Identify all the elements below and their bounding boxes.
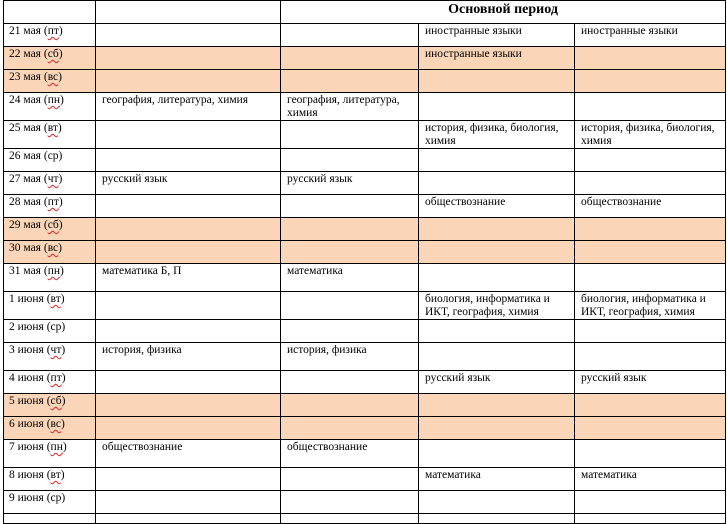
- subject-cell-c2: [281, 468, 419, 491]
- table-header-row: [4, 1, 726, 24]
- weekday-label: пн: [47, 94, 60, 106]
- header-spacer: [96, 1, 281, 24]
- weekday-label: вт: [47, 122, 58, 134]
- table-row: [4, 121, 726, 149]
- subject-cell-c1: [96, 394, 281, 417]
- subject-cell-c1: [96, 47, 281, 70]
- subject-cell-c4: [575, 172, 726, 195]
- subject-cell-c2: [281, 121, 419, 149]
- subject-cell-c4: [575, 241, 726, 264]
- subject-cell-c3: [419, 172, 575, 195]
- date-label: 25 мая: [9, 122, 41, 134]
- date-label: 24 мая: [9, 94, 41, 106]
- table-row: [4, 468, 726, 491]
- subject-cell-c3: [419, 491, 575, 514]
- weekday-label: вс: [47, 71, 59, 83]
- table-row: [4, 440, 726, 468]
- date-cell: 28 мая (пт): [4, 195, 96, 218]
- subject-cell-c3: русский язык: [419, 371, 575, 394]
- subject-cell-c2: [281, 195, 419, 218]
- weekday-label: пт: [50, 372, 62, 384]
- subject-cell-c3: [419, 343, 575, 371]
- date-label: 7 июня: [9, 441, 44, 453]
- weekday-label: вс: [50, 418, 62, 430]
- subject-cell-c1: [96, 468, 281, 491]
- date-label: 26 мая: [9, 150, 41, 162]
- subject-cell-c2: русский язык: [281, 172, 419, 195]
- subject-cell-c3: математика: [419, 468, 575, 491]
- date-label: 27 мая: [9, 173, 41, 185]
- period-title: Основной период: [281, 1, 726, 24]
- subject-cell-c3: [419, 417, 575, 440]
- table-row: [4, 292, 726, 320]
- subject-cell-c3: биология, информатика и ИКТ, география, химия: [419, 292, 575, 320]
- subject-cell-c4: биология, информатика и ИКТ, география, химия: [575, 292, 726, 320]
- table-row: [4, 514, 726, 524]
- date-cell: [4, 514, 96, 524]
- subject-cell-c3: история, физика, биология, химия: [419, 121, 575, 149]
- subject-cell-c4: [575, 149, 726, 172]
- date-label: 31 мая: [9, 265, 41, 277]
- subject-cell-c3: [419, 149, 575, 172]
- date-cell: 8 июня (вт): [4, 468, 96, 491]
- subject-cell-c2: [281, 149, 419, 172]
- weekday-label: пт: [47, 25, 59, 37]
- date-cell: 6 июня (вс): [4, 417, 96, 440]
- date-cell: 23 мая (вс): [4, 70, 96, 93]
- date-cell: 2 июня (ср): [4, 320, 96, 343]
- date-cell: 31 мая (пн): [4, 264, 96, 292]
- date-cell: 21 мая (пт): [4, 24, 96, 47]
- subject-cell-c3: обществознание: [419, 195, 575, 218]
- subject-cell-c4: [575, 440, 726, 468]
- weekday-label: сб: [47, 48, 59, 60]
- table-row: [4, 47, 726, 70]
- date-label: 9 июня: [9, 492, 44, 504]
- table-row: [4, 149, 726, 172]
- subject-cell-c2: [281, 70, 419, 93]
- subject-cell-c3: [419, 320, 575, 343]
- weekday-label: пт: [47, 196, 59, 208]
- date-cell: 9 июня (ср): [4, 491, 96, 514]
- date-cell: 27 мая (чт): [4, 172, 96, 195]
- subject-cell-c4: русский язык: [575, 371, 726, 394]
- subject-cell-c2: [281, 371, 419, 394]
- date-cell: 29 мая (сб): [4, 218, 96, 241]
- subject-cell-c1: [96, 371, 281, 394]
- subject-cell-c2: обществознание: [281, 440, 419, 468]
- subject-cell-c4: история, физика, биология, химия: [575, 121, 726, 149]
- subject-cell-c3: [419, 93, 575, 121]
- subject-cell-c4: [575, 93, 726, 121]
- date-cell: 5 июня (сб): [4, 394, 96, 417]
- subject-cell-c3: [419, 394, 575, 417]
- table-row: [4, 195, 726, 218]
- weekday-label: вс: [47, 242, 59, 254]
- subject-cell-c1: математика Б, П: [96, 264, 281, 292]
- subject-cell-c2: [281, 491, 419, 514]
- date-cell: 1 июня (вт): [4, 292, 96, 320]
- date-cell: 3 июня (чт): [4, 343, 96, 371]
- subject-cell-c4: [575, 394, 726, 417]
- subject-cell-c1: [96, 195, 281, 218]
- table-row: [4, 343, 726, 371]
- weekday-label: чт: [50, 344, 62, 356]
- table-row: [4, 371, 726, 394]
- subject-cell-c2: [281, 394, 419, 417]
- date-label: 28 мая: [9, 196, 41, 208]
- date-cell: 24 мая (пн): [4, 93, 96, 121]
- subject-cell-c3: иностранные языки: [419, 47, 575, 70]
- subject-cell-c1: [96, 241, 281, 264]
- subject-cell-c1: русский язык: [96, 172, 281, 195]
- subject-cell-c4: [575, 218, 726, 241]
- header-spacer: [4, 1, 96, 24]
- subject-cell-c1: [96, 417, 281, 440]
- subject-cell-c4: [575, 264, 726, 292]
- weekday-label: сб: [50, 395, 62, 407]
- subject-cell-c1: [96, 121, 281, 149]
- subject-cell-c1: [96, 149, 281, 172]
- subject-cell-c3: [419, 440, 575, 468]
- subject-cell-c2: [281, 417, 419, 440]
- date-cell: 26 мая (ср): [4, 149, 96, 172]
- subject-cell-c3: иностранные языки: [419, 24, 575, 47]
- subject-cell-c1: [96, 514, 281, 524]
- date-label: 22 мая: [9, 48, 41, 60]
- subject-cell-c3: [419, 241, 575, 264]
- weekday-label: пн: [47, 265, 60, 277]
- weekday-label: ср: [50, 321, 62, 333]
- subject-cell-c3: [419, 218, 575, 241]
- table-row: [4, 417, 726, 440]
- weekday-label: ср: [50, 492, 62, 504]
- date-cell: 30 мая (вс): [4, 241, 96, 264]
- subject-cell-c3: [419, 70, 575, 93]
- table-row: [4, 241, 726, 264]
- table-row: [4, 264, 726, 292]
- table-row: [4, 70, 726, 93]
- date-cell: 25 мая (вт): [4, 121, 96, 149]
- table-row: [4, 491, 726, 514]
- subject-cell-c2: математика: [281, 264, 419, 292]
- subject-cell-c4: [575, 47, 726, 70]
- date-label: 8 июня: [9, 469, 44, 481]
- subject-cell-c4: [575, 343, 726, 371]
- subject-cell-c2: [281, 47, 419, 70]
- subject-cell-c4: [575, 491, 726, 514]
- date-label: 3 июня: [9, 344, 44, 356]
- date-label: 30 мая: [9, 242, 41, 254]
- subject-cell-c1: [96, 292, 281, 320]
- subject-cell-c1: обществознание: [96, 440, 281, 468]
- subject-cell-c2: [281, 292, 419, 320]
- date-cell: 22 мая (сб): [4, 47, 96, 70]
- table-row: [4, 320, 726, 343]
- subject-cell-c4: математика: [575, 468, 726, 491]
- date-label: 21 мая: [9, 25, 41, 37]
- subject-cell-c1: история, физика: [96, 343, 281, 371]
- weekday-label: сб: [47, 219, 59, 231]
- subject-cell-c1: [96, 491, 281, 514]
- subject-cell-c4: [575, 320, 726, 343]
- table-row: [4, 93, 726, 121]
- subject-cell-c4: иностранные языки: [575, 24, 726, 47]
- date-label: 5 июня: [9, 395, 44, 407]
- date-label: 2 июня: [9, 321, 44, 333]
- table-row: [4, 394, 726, 417]
- date-cell: 7 июня (пн): [4, 440, 96, 468]
- date-label: 1 июня: [9, 293, 44, 305]
- subject-cell-c4: [575, 70, 726, 93]
- date-label: 29 мая: [9, 219, 41, 231]
- date-label: 6 июня: [9, 418, 44, 430]
- table-row: [4, 172, 726, 195]
- subject-cell-c2: [281, 320, 419, 343]
- subject-cell-c1: [96, 320, 281, 343]
- exam-schedule-table: [3, 0, 726, 524]
- weekday-label: вт: [50, 469, 61, 481]
- date-cell: 4 июня (пт): [4, 371, 96, 394]
- table-row: [4, 24, 726, 47]
- weekday-label: ср: [47, 150, 59, 162]
- date-label: 4 июня: [9, 372, 44, 384]
- subject-cell-c1: [96, 70, 281, 93]
- date-label: 23 мая: [9, 71, 41, 83]
- subject-cell-c1: география, литература, химия: [96, 93, 281, 121]
- subject-cell-c3: [419, 264, 575, 292]
- subject-cell-c1: [96, 24, 281, 47]
- subject-cell-c2: география, литература, химия: [281, 93, 419, 121]
- subject-cell-c1: [96, 218, 281, 241]
- subject-cell-c2: [281, 514, 419, 524]
- subject-cell-c3: [419, 514, 575, 524]
- weekday-label: чт: [47, 173, 59, 185]
- subject-cell-c2: [281, 241, 419, 264]
- subject-cell-c2: история, физика: [281, 343, 419, 371]
- subject-cell-c2: [281, 218, 419, 241]
- subject-cell-c2: [281, 24, 419, 47]
- subject-cell-c4: [575, 514, 726, 524]
- subject-cell-c4: [575, 417, 726, 440]
- subject-cell-c4: обществознание: [575, 195, 726, 218]
- weekday-label: пн: [50, 441, 63, 453]
- table-row: [4, 218, 726, 241]
- weekday-label: вт: [50, 293, 61, 305]
